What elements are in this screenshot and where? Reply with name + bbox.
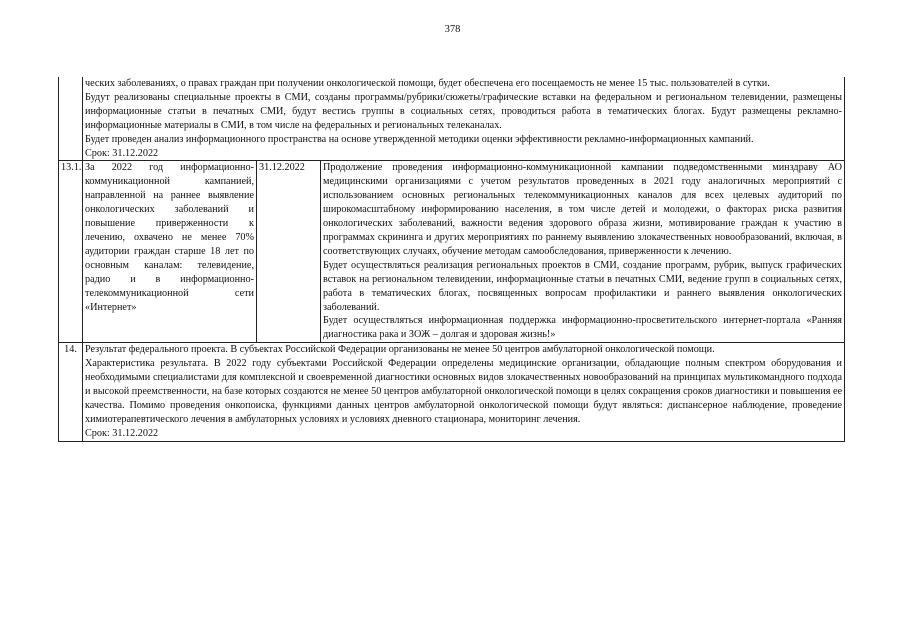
result-cell — [83, 343, 845, 441]
table-row-14 — [59, 343, 845, 441]
paragraph: Будет осуществляться реализация региональных проектов в СМИ, создание программ, рубрик, выпуск графических вставок на региональном телевидении, информационные статьи в печатных СМИ, ведение групп в социальных сетях, работа в тематических блогах, посвященных вопросам профилактики и раннего выявления онкологических заболеваний. — [323, 259, 842, 313]
description-cell — [321, 161, 845, 343]
deadline-cell: 31.12.2022 — [257, 161, 321, 343]
paragraph: Будет проведен анализ информационного пространства на основе утвержденной методики оценки эффективности рекламно-информационных кампаний. — [85, 133, 754, 145]
row-number: 13.1. — [59, 161, 83, 343]
paragraph: Будут реализованы специальные проекты в СМИ, созданы программы/рубрики/сюжеты/графические вставки на федеральном и региональном телевидении, размещены информационные статьи в печатных СМИ, будут вестись группы в социальных сетях, проводиться работа в тематических блогах. Будут размещены рекламно-информационные материалы в СМИ, в том числе на федеральных и региональных телеканалах. — [85, 91, 842, 131]
event-cell: За 2022 год информационно-коммуникационной кампанией, направленной на раннее выявление онкологических заболеваний и повышение приверженности к лечению, охвачено не менее 70% аудитории граждан старше 18 лет по основным каналам: телевидение, радио и в информационно-телекоммуникационной сети «Интернет» — [83, 161, 257, 343]
paragraph: Будет осуществляться информационная поддержка информационно-просветительского интернет-портала «Ранняя диагностика рака и ЗОЖ – долгая и здоровая жизнь!» — [323, 315, 842, 341]
continuation-cell — [83, 77, 845, 161]
deadline-text: Срок: 31.12.2022 — [85, 147, 159, 159]
page-number: 378 — [444, 24, 461, 35]
empty-number-cell — [59, 77, 83, 161]
paragraph: Характеристика результата. В 2022 году субъектами Российской Федерации определены медицинские организации, обладающие полным спектром оборудования и необходимыми специалистами для комплексной и своевременной диагностики основных видов злокачественных новообразований на принципах мультикомандного подхода и высокой преемственности, на базе которых создаются не менее 50 центров амбулаторной онкологической помощи в целях сокращения сроков диагностики и повышения ее качества. Помимо проведения онкопоиска, функциями данных центров амбулаторной онкологической помощи будут являться: диспансерное наблюдение, проведение химиотерапевтического лечения в амбулаторных условиях и условиях дневного стационара, мониторинг лечения. — [85, 358, 842, 425]
table-row-13-1 — [59, 161, 845, 343]
paragraph: ческих заболеваниях, о правах граждан при получении онкологической помощи, будет обеспечена его посещаемость не менее 15 тыс. пользователей в сутки. — [85, 78, 770, 89]
plan-table — [58, 77, 845, 442]
row-number: 14. — [59, 343, 83, 441]
paragraph: Продолжение проведения информационно-коммуникационной кампании подведомственными минздраву АО медицинскими организациями с учетом результатов проведенных в 2021 году аналогичных мероприятий с использованием основных региональных телекоммуникационных каналов для всех целевых аудиторий по широкомасштабному информированию населения, в том числе детей и молодежи, о факторах риска развития онкологических заболеваний, важности ведения здорового образа жизни, мотивирование граждан к участию в программах скрининга и других мероприятиях по раннему выявлению злокачественных новообразований, включая, в соответствующих случаях, обучение методам самообследования, приверженности к лечению. — [323, 162, 842, 257]
deadline-text: Срок: 31.12.2022 — [85, 427, 159, 439]
table-row-continuation — [59, 77, 845, 161]
paragraph: Результат федерального проекта. В субъектах Российской Федерации организованы не менее 50 центров амбулаторной онкологической помощи. — [85, 344, 715, 356]
